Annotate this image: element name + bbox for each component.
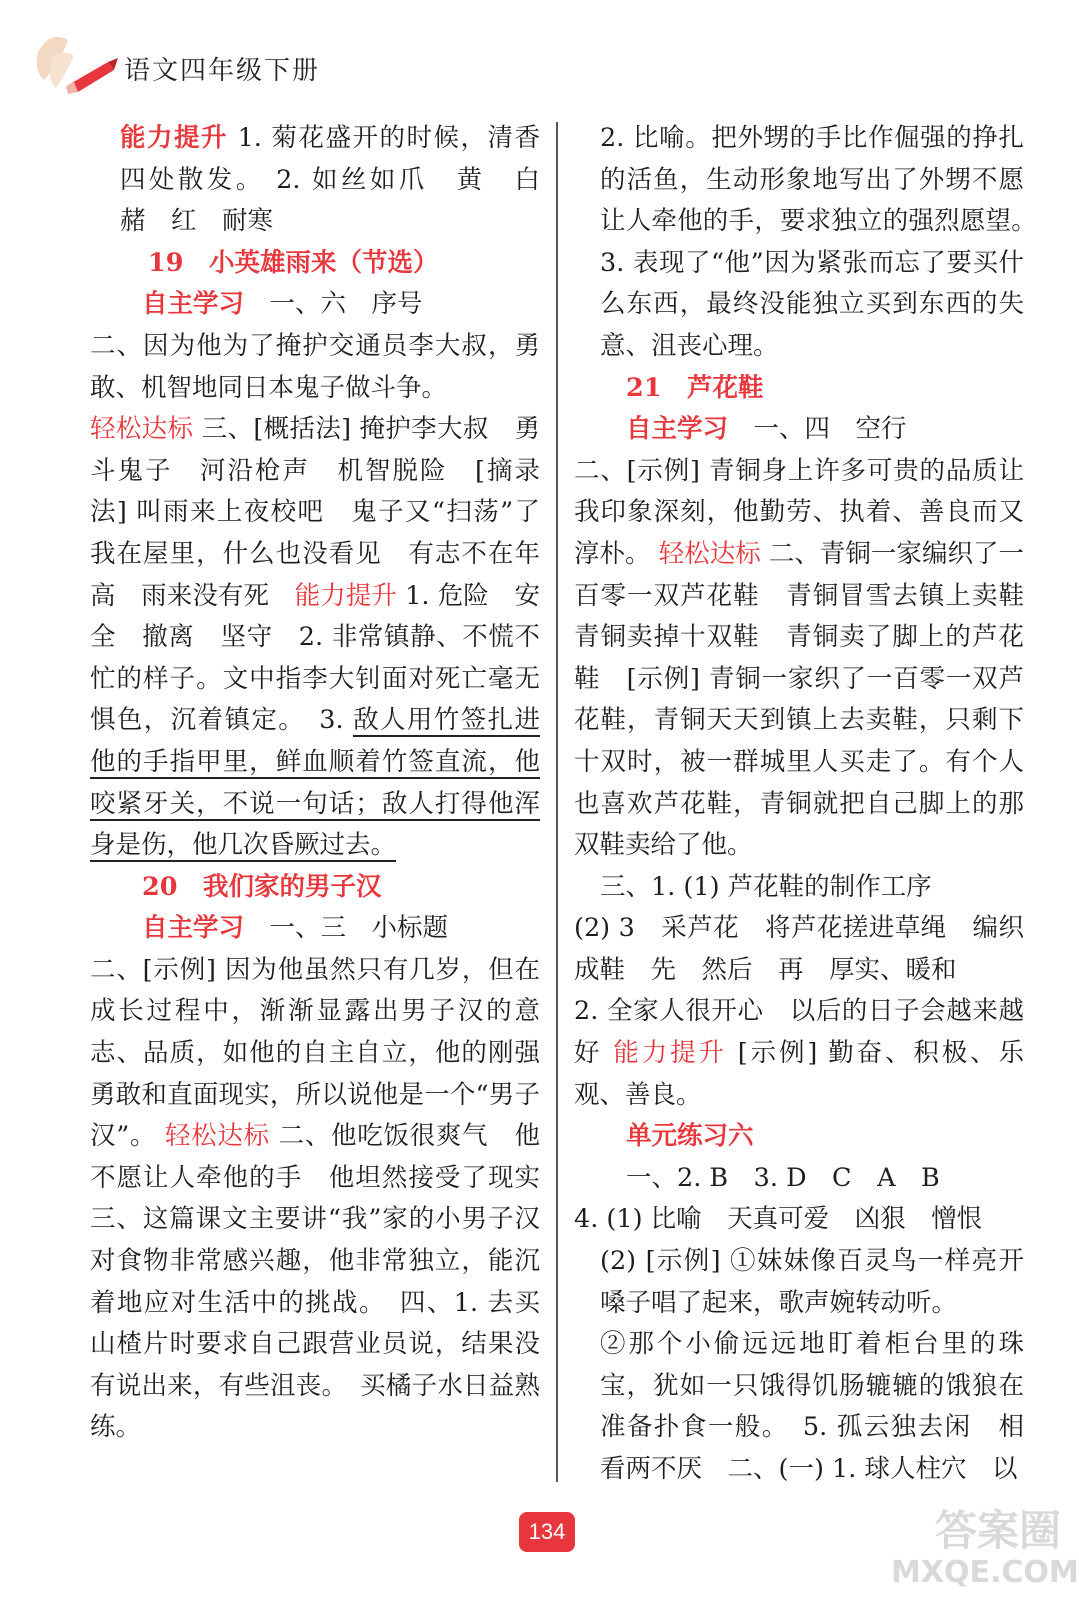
- lesson-title: 芦花鞋: [687, 372, 764, 403]
- pen-brush-logo-icon: [30, 22, 120, 102]
- lesson-title: 我们家的男子汉: [203, 871, 382, 902]
- watermark-logo-text: 答案圈: [934, 1506, 1061, 1555]
- answer-paragraph: [90, 284, 540, 326]
- answer-paragraph: [90, 409, 566, 867]
- lesson-heading: [574, 368, 1024, 410]
- answer-text: 2. 全家人很开心 以后的日子会越来越好: [574, 996, 1024, 1069]
- section-label: 轻松达标: [658, 538, 761, 569]
- left-column: [90, 118, 566, 1449]
- answer-text: 二、青铜一家编织了一百零一双芦花鞋 青铜冒雪去镇上卖鞋 青铜卖掉十双鞋 青铜卖了脚上的芦花鞋 [示例] 青铜一家织了一百零一双芦花鞋，青铜天天到镇上去卖鞋，只剩下十双时，被一群城里人买走了。有个人也喜欢芦花鞋，青铜就把自己脚上的那双鞋卖给了他。: [574, 538, 1050, 861]
- column-divider: [556, 122, 558, 1482]
- lesson-number: 21: [626, 372, 662, 403]
- answer-text: 三、[概括法] 掩护李大叔 勇斗鬼子 河沿枪声 机智脱险 [摘录法] 叫雨来上夜校吧 鬼子又“扫荡”了 我在屋里，什么也没看见 有志不在年高 雨来没有死: [90, 414, 566, 611]
- watermark-domain: MXQE.COM: [891, 1555, 1079, 1590]
- answer-paragraph: 4. (1) 比喻 天真可爱 凶狠 憎恨: [574, 1204, 983, 1235]
- answer-text: 一、四 空行: [728, 414, 907, 445]
- answer-paragraph: [574, 409, 1024, 451]
- answer-text: 1. 菊花盛开的时候，清香四处散发。 2. 如丝如爪 黄 白 赭 红 耐寒: [120, 123, 566, 237]
- book-title: 语文四年级下册: [124, 56, 321, 86]
- page-header: [0, 0, 1079, 100]
- answer-text: [示例] 勤奋、积极、乐观、善良。: [574, 1038, 1024, 1110]
- answer-text: 1. 危险 安全 撤离 坚守 2. 非常镇静、不慌不忙的样子。文中指李大钊面对死亡毫无惧色，沉着镇定。 3.: [90, 580, 540, 736]
- section-label: 轻松达标: [90, 414, 194, 445]
- section-label: 能力提升: [120, 123, 228, 153]
- lesson-number: 20: [142, 871, 178, 902]
- answer-paragraph: [90, 950, 566, 1449]
- right-column: [574, 118, 1050, 1491]
- answer-text: 二、[示例] 青铜身上许多可贵的品质让我印象深刻，他勤劳、执着、善良而又淳朴。: [574, 455, 1024, 569]
- answer-text: 一、三 小标题: [244, 913, 449, 944]
- page-number: 134: [519, 1512, 575, 1552]
- answer-paragraph: 二、因为他为了掩护交通员李大叔，勇敢、机智地同日本鬼子做斗争。: [90, 330, 540, 403]
- answer-paragraph: [90, 908, 540, 950]
- section-label: 轻松达标: [164, 1121, 270, 1152]
- lesson-number: 19: [148, 247, 184, 278]
- answer-paragraph: 2. 比喻。把外甥的手比作倔强的挣扎的活鱼，生动形象地写出了外甥不愿让人牵他的手，要求独立的强烈愿望。 3. 表现了“他”因为紧张而忘了要买什么东西，最终没能独立买到东西的失意、沮丧心理。: [600, 123, 1050, 361]
- lesson-title: 小英雄雨来（节选）: [209, 247, 439, 278]
- unit-title: 单元练习六: [626, 1121, 754, 1152]
- answer-paragraph: (2) 3 采芦花 将芦花搓进草绳 编织成鞋 先 然后 再 厚实、暖和: [574, 913, 1024, 985]
- section-label: 自主学习: [142, 913, 245, 944]
- site-watermark: [891, 1506, 1079, 1596]
- underlined-answer: 敌人用竹签扎进他的手指甲里，鲜血顺着竹签直流，他咬紧牙关，不说一句话；敌人打得他浑身是伤，他几次昏厥过去。: [90, 705, 540, 861]
- answer-text: 二、[示例] 因为他虽然只有几岁，但在成长过程中，渐渐显露出男子汉的意志、品质，如他的自主自立，他的刚强勇敢和直面现实，所以说他是一个“男子汉”。: [90, 954, 540, 1152]
- answer-paragraph: ②那个小偷远远地盯着柜台里的珠宝，犹如一只饿得饥肠辘辘的饿狼在准备扑食一般。 5. 孤云独去闲 相看两不厌 二、(一) 1. 球人柱穴 以: [600, 1329, 1024, 1484]
- answer-paragraph: 一、2. B 3. D C A B: [626, 1162, 940, 1193]
- lesson-heading: [90, 243, 540, 285]
- answer-paragraph: [574, 451, 1050, 867]
- section-label: 能力提升: [613, 1038, 727, 1069]
- answer-paragraph: (2) [示例] ①妹妹像百灵鸟一样亮开嗓子唱了起来，歌声婉转动听。: [600, 1246, 1024, 1318]
- answer-paragraph: [574, 991, 1024, 1116]
- section-label: 自主学习: [626, 414, 729, 445]
- lesson-heading: [90, 867, 540, 909]
- unit-heading: [574, 1116, 1024, 1158]
- answer-text: 一、六 序号: [244, 289, 423, 320]
- section-label: 能力提升: [294, 580, 398, 611]
- answer-paragraph: 三、1. (1) 芦花鞋的制作工序: [600, 871, 932, 902]
- section-label: 自主学习: [142, 289, 245, 320]
- answer-paragraph: [90, 118, 566, 243]
- answer-text: 二、他吃饭很爽气 他不愿让人牵他的手 他坦然接受了现实 三、这篇课文主要讲“我”家的小男子汉对食物非常感兴趣，他非常独立，能沉着地应对生活中的挑战。 四、1. 去买山楂片时要求自己跟营业员说，结果没有说出来，有些沮丧。 买橘子水日益熟练。: [90, 1121, 566, 1443]
